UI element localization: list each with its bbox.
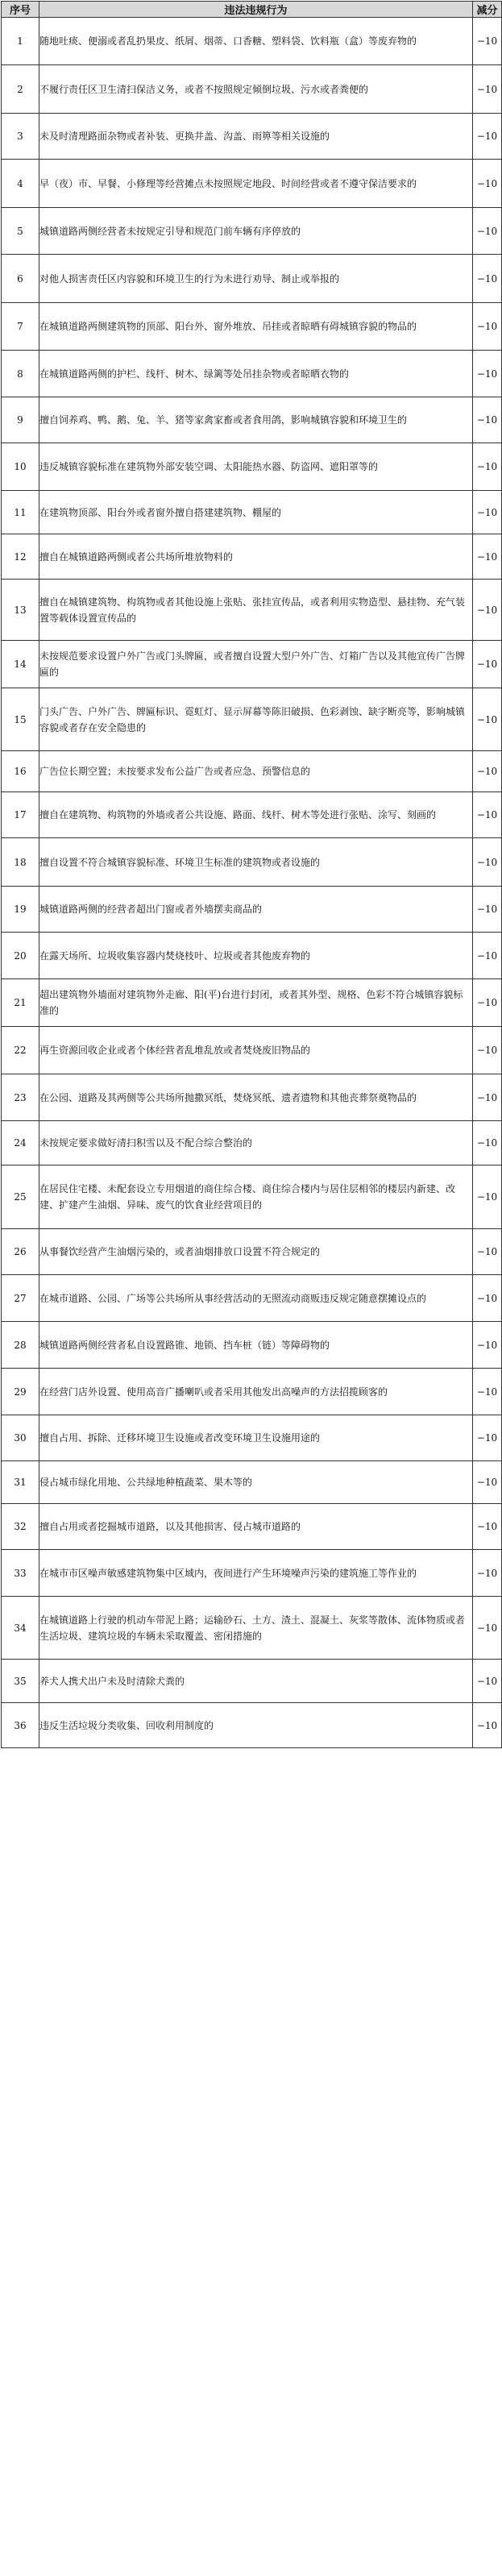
row-deduction: −10 <box>473 838 502 887</box>
table-row <box>2 1660 502 1703</box>
row-deduction: −10 <box>473 792 502 838</box>
row-seq: 27 <box>2 1275 39 1322</box>
row-behavior: 未按规定要求做好清扫积雪以及不配合综合整治的 <box>39 1121 473 1165</box>
row-seq: 8 <box>2 351 39 397</box>
row-deduction: −10 <box>473 1415 502 1461</box>
table-row <box>2 688 502 751</box>
row-seq: 25 <box>2 1165 39 1229</box>
row-seq: 16 <box>2 751 39 792</box>
row-behavior: 城镇道路两侧经营者私自设置路锥、地锁、挡车桩（链）等障碍物的 <box>39 1322 473 1369</box>
row-deduction: −10 <box>473 114 502 160</box>
row-behavior: 不履行责任区卫生清扫保洁义务，或者不按照规定倾倒垃圾、污水或者粪便的 <box>39 65 473 114</box>
table-row <box>2 1369 502 1415</box>
table-row <box>2 351 502 397</box>
row-seq: 35 <box>2 1660 39 1703</box>
header-behavior: 违法违规行为 <box>39 2 473 18</box>
row-behavior: 在城镇道路两侧建筑物的顶部、阳台外、窗外堆放、吊挂或者晾晒有碍城镇容貌的物品的 <box>39 303 473 351</box>
row-deduction: −10 <box>473 1550 502 1597</box>
row-deduction: −10 <box>473 351 502 397</box>
row-deduction: −10 <box>473 1660 502 1703</box>
table-row <box>2 1275 502 1322</box>
table-row <box>2 255 502 303</box>
row-behavior: 擅自占用或者挖掘城市道路，以及其他损害、侵占城市道路的 <box>39 1504 473 1550</box>
row-deduction: −10 <box>473 534 502 580</box>
row-behavior: 擅自在城镇建筑物、构筑物或者其他设施上张贴、张挂宣传品，或者利用实物造型、悬挂物、充气装置等载体设置宣传品的 <box>39 580 473 641</box>
row-seq: 14 <box>2 641 39 688</box>
row-seq: 4 <box>2 160 39 208</box>
row-behavior: 对他人损害责任区内容貌和环境卫生的行为未进行劝导、制止或举报的 <box>39 255 473 303</box>
row-seq: 32 <box>2 1504 39 1550</box>
table-row <box>2 1703 502 1748</box>
row-deduction: −10 <box>473 1027 502 1074</box>
row-deduction: −10 <box>473 1461 502 1504</box>
row-behavior: 擅自占用、拆除、迁移环境卫生设施或者改变环境卫生设施用途的 <box>39 1415 473 1461</box>
row-deduction: −10 <box>473 1703 502 1748</box>
row-behavior: 擅自饲养鸡、鸭、鹅、兔、羊、猪等家禽家畜或者食用鸽，影响城镇容貌和环境卫生的 <box>39 397 473 443</box>
table-row <box>2 160 502 208</box>
row-seq: 9 <box>2 397 39 443</box>
row-seq: 20 <box>2 933 39 979</box>
row-seq: 1 <box>2 18 39 65</box>
row-deduction: −10 <box>473 1074 502 1121</box>
row-deduction: −10 <box>473 18 502 65</box>
row-deduction: −10 <box>473 255 502 303</box>
row-seq: 10 <box>2 443 39 491</box>
row-behavior: 擅自在城镇道路两侧或者公共场所堆放物料的 <box>39 534 473 580</box>
row-behavior: 在城市市区噪声敏感建筑物集中区域内，夜间进行产生环境噪声污染的建筑施工等作业的 <box>39 1550 473 1597</box>
table-row <box>2 208 502 255</box>
row-behavior: 在城镇道路上行驶的机动车带泥上路；运输砂石、土方、渣土、混凝土、灰浆等散体、流体物质或者生活垃圾、建筑垃圾的车辆未采取覆盖、密闭措施的 <box>39 1597 473 1660</box>
row-behavior: 广告位长期空置；未按要求发布公益广告或者应急、预警信息的 <box>39 751 473 792</box>
row-seq: 24 <box>2 1121 39 1165</box>
table-row <box>2 1229 502 1275</box>
row-deduction: −10 <box>473 397 502 443</box>
table-header <box>2 2 502 18</box>
table-row <box>2 1415 502 1461</box>
row-seq: 11 <box>2 491 39 534</box>
row-seq: 30 <box>2 1415 39 1461</box>
row-behavior: 随地吐痰、便溺或者乱扔果皮、纸屑、烟蒂、口香糖、塑料袋、饮料瓶（盒）等废弃物的 <box>39 18 473 65</box>
row-seq: 13 <box>2 580 39 641</box>
row-deduction: −10 <box>473 1275 502 1322</box>
row-behavior: 在建筑物顶部、阳台外或者窗外擅自搭建建筑物、棚屋的 <box>39 491 473 534</box>
row-deduction: −10 <box>473 1504 502 1550</box>
table-row <box>2 751 502 792</box>
row-deduction: −10 <box>473 443 502 491</box>
row-behavior: 城镇道路两侧的经营者超出门窗或者外墙摆卖商品的 <box>39 887 473 933</box>
row-deduction: −10 <box>473 979 502 1027</box>
row-deduction: −10 <box>473 887 502 933</box>
row-behavior: 门头广告、户外广告、牌匾标识、霓虹灯、显示屏幕等陈旧破损、色彩剥蚀、缺字断亮等，影响城镇容貌或者存在安全隐患的 <box>39 688 473 751</box>
row-behavior: 城镇道路两侧经营者未按规定引导和规范门前车辆有序停放的 <box>39 208 473 255</box>
violation-deduction-table <box>1 1 502 1748</box>
row-deduction: −10 <box>473 491 502 534</box>
table-row <box>2 792 502 838</box>
row-seq: 6 <box>2 255 39 303</box>
table-row <box>2 114 502 160</box>
row-deduction: −10 <box>473 65 502 114</box>
table-row <box>2 1550 502 1597</box>
table-row <box>2 65 502 114</box>
table-row <box>2 1461 502 1504</box>
table-row <box>2 1322 502 1369</box>
row-behavior: 侵占城市绿化用地、公共绿地种植蔬菜、果木等的 <box>39 1461 473 1504</box>
row-seq: 3 <box>2 114 39 160</box>
row-behavior: 未及时清理路面杂物或者补装、更换井盖、沟盖、雨箅等相关设施的 <box>39 114 473 160</box>
row-behavior: 在居民住宅楼、未配套设立专用烟道的商住综合楼、商住综合楼内与居住层相邻的楼层内新建、改建、扩建产生油烟、异味、废气的饮食业经营项目的 <box>39 1165 473 1229</box>
row-behavior: 在经营门店外设置、使用高音广播喇叭或者采用其他发出高噪声的方法招揽顾客的 <box>39 1369 473 1415</box>
table-row <box>2 580 502 641</box>
table-row <box>2 18 502 65</box>
header-deduction: 减分 <box>473 2 502 18</box>
header-seq: 序号 <box>2 2 39 18</box>
table-row <box>2 1597 502 1660</box>
table-row <box>2 491 502 534</box>
row-seq: 29 <box>2 1369 39 1415</box>
row-deduction: −10 <box>473 160 502 208</box>
table-row <box>2 641 502 688</box>
table-row <box>2 887 502 933</box>
row-behavior: 在露天场所、垃圾收集容器内焚烧枝叶、垃圾或者其他废弃物的 <box>39 933 473 979</box>
row-behavior: 养犬人携犬出户未及时清除犬粪的 <box>39 1660 473 1703</box>
row-deduction: −10 <box>473 303 502 351</box>
row-seq: 18 <box>2 838 39 887</box>
row-seq: 33 <box>2 1550 39 1597</box>
row-seq: 21 <box>2 979 39 1027</box>
row-behavior: 违反生活垃圾分类收集、回收利用制度的 <box>39 1703 473 1748</box>
row-behavior: 再生资源回收企业或者个体经营者乱堆乱放或者焚烧废旧物品的 <box>39 1027 473 1074</box>
row-behavior: 擅自在建筑物、构筑物的外墙或者公共设施、路面、线杆、树木等处进行张贴、涂写、刻画的 <box>39 792 473 838</box>
row-deduction: −10 <box>473 208 502 255</box>
table-row <box>2 1121 502 1165</box>
row-behavior: 早（夜）市、早餐、小修理等经营摊点未按照规定地段、时间经营或者不遵守保洁要求的 <box>39 160 473 208</box>
row-deduction: −10 <box>473 1165 502 1229</box>
table-row <box>2 397 502 443</box>
row-deduction: −10 <box>473 751 502 792</box>
row-behavior: 未按规范要求设置户外广告或门头牌匾，或者擅自设置大型户外广告、灯箱广告以及其他宣传广告牌匾的 <box>39 641 473 688</box>
row-seq: 34 <box>2 1597 39 1660</box>
row-seq: 31 <box>2 1461 39 1504</box>
row-seq: 36 <box>2 1703 39 1748</box>
row-behavior: 在公园、道路及其两侧等公共场所抛撒冥纸，焚烧冥纸、遗者遗物和其他丧葬祭奠物品的 <box>39 1074 473 1121</box>
row-deduction: −10 <box>473 1597 502 1660</box>
row-seq: 26 <box>2 1229 39 1275</box>
table-row <box>2 443 502 491</box>
row-deduction: −10 <box>473 1121 502 1165</box>
table-row <box>2 1027 502 1074</box>
row-deduction: −10 <box>473 688 502 751</box>
header-row <box>2 2 502 18</box>
row-deduction: −10 <box>473 1369 502 1415</box>
table-row <box>2 979 502 1027</box>
row-deduction: −10 <box>473 1229 502 1275</box>
row-behavior: 擅自设置不符合城镇容貌标准、环境卫生标准的建筑物或者设施的 <box>39 838 473 887</box>
table-body <box>2 18 502 1748</box>
table-row <box>2 1504 502 1550</box>
row-behavior: 在城镇道路两侧的护栏、线杆、树木、绿篱等处吊挂杂物或者晾晒衣物的 <box>39 351 473 397</box>
row-behavior: 违反城镇容貌标准在建筑物外部安装空调、太阳能热水器、防盗网、遮阳罩等的 <box>39 443 473 491</box>
row-seq: 5 <box>2 208 39 255</box>
row-deduction: −10 <box>473 933 502 979</box>
row-behavior: 在城市道路、公园、广场等公共场所从事经营活动的无照流动商贩违反规定随意摆摊设点的 <box>39 1275 473 1322</box>
row-behavior: 从事餐饮经营产生油烟污染的，或者油烟排放口设置不符合规定的 <box>39 1229 473 1275</box>
row-seq: 23 <box>2 1074 39 1121</box>
row-seq: 12 <box>2 534 39 580</box>
row-behavior: 超出建筑物外墙面对建筑物外走廊、阳(平)台进行封闭，或者其外型、规格、色彩不符合城镇容貌标准的 <box>39 979 473 1027</box>
row-seq: 17 <box>2 792 39 838</box>
table-row <box>2 303 502 351</box>
table-row <box>2 933 502 979</box>
row-deduction: −10 <box>473 580 502 641</box>
row-deduction: −10 <box>473 641 502 688</box>
table-row <box>2 534 502 580</box>
table-row <box>2 1165 502 1229</box>
row-seq: 22 <box>2 1027 39 1074</box>
row-deduction: −10 <box>473 1322 502 1369</box>
table-row <box>2 838 502 887</box>
row-seq: 19 <box>2 887 39 933</box>
row-seq: 2 <box>2 65 39 114</box>
table-row <box>2 1074 502 1121</box>
row-seq: 15 <box>2 688 39 751</box>
row-seq: 28 <box>2 1322 39 1369</box>
row-seq: 7 <box>2 303 39 351</box>
